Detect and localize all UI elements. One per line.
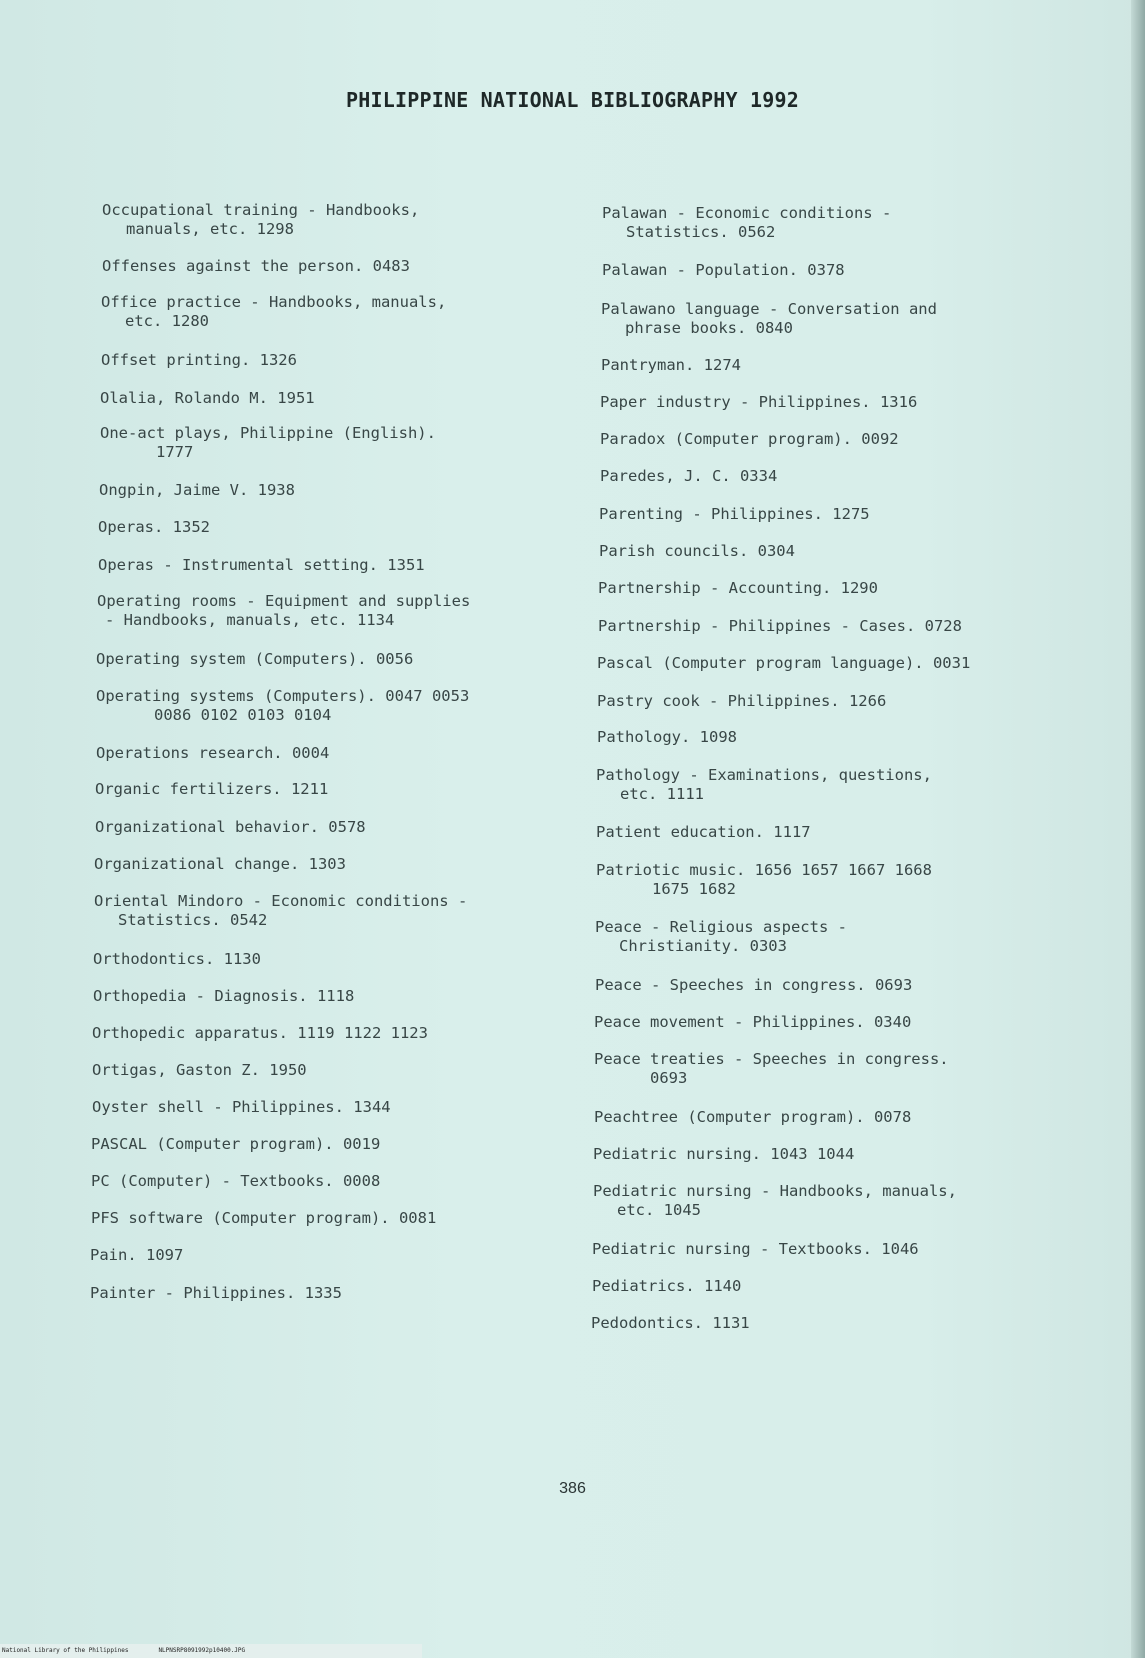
index-entry: Operating system (Computers). 0056 xyxy=(96,650,414,668)
page-title: PHILIPPINE NATIONAL BIBLIOGRAPHY 1992 xyxy=(346,88,799,112)
index-entry: Oriental Mindoro - Economic conditions - Statistics. 0542 xyxy=(94,892,468,929)
index-entry: Pediatrics. 1140 xyxy=(592,1277,742,1295)
index-entry: Office practice - Handbooks, manuals, etc. 1280 xyxy=(101,293,447,330)
index-entry: Paredes, J. C. 0334 xyxy=(600,467,778,485)
index-entry: Pain. 1097 xyxy=(90,1246,184,1264)
index-entry: Offset printing. 1326 xyxy=(101,351,297,369)
index-entry: Pantryman. 1274 xyxy=(601,356,741,374)
index-entry: Olalia, Rolando M. 1951 xyxy=(100,389,315,407)
index-entry: Ortigas, Gaston Z. 1950 xyxy=(92,1061,307,1079)
index-entry: Organizational change. 1303 xyxy=(94,855,346,873)
index-entry: Patient education. 1117 xyxy=(596,823,811,841)
index-entry: Palawan - Economic conditions - Statistics. 0562 xyxy=(602,204,892,241)
footer-file: NLPNSRP8091992p10400.JPG xyxy=(158,1647,246,1654)
page-edge xyxy=(1131,0,1145,1658)
index-entry: PFS software (Computer program). 0081 xyxy=(91,1209,437,1227)
index-entry: Operas - Instrumental setting. 1351 xyxy=(98,556,425,574)
index-entry: Orthopedia - Diagnosis. 1118 xyxy=(93,987,355,1005)
footer xyxy=(0,1644,422,1658)
index-entry: Operations research. 0004 xyxy=(96,744,330,762)
index-entry: Operating rooms - Equipment and supplies - Handbooks, manuals, etc. 1134 xyxy=(97,592,471,629)
index-entry: Patriotic music. 1656 1657 1667 1668 1675 1682 xyxy=(596,861,932,898)
page-number: 386 xyxy=(559,1480,586,1497)
index-entry: Palawano language - Conversation and phrase books. 0840 xyxy=(601,300,937,337)
index-entry: Peace - Religious aspects - Christianity. 0303 xyxy=(595,918,847,955)
index-entry: Operas. 1352 xyxy=(98,518,210,536)
index-entry: Parish councils. 0304 xyxy=(599,542,795,560)
index-entry: Occupational training - Handbooks, manuals, etc. 1298 xyxy=(102,201,420,238)
index-entry: Peace treaties - Speeches in congress. 0693 xyxy=(594,1050,949,1087)
index-entry: Organizational behavior. 0578 xyxy=(95,818,366,836)
index-entry: PASCAL (Computer program). 0019 xyxy=(91,1135,381,1153)
index-entry: Organic fertilizers. 1211 xyxy=(95,780,329,798)
index-entry: PC (Computer) - Textbooks. 0008 xyxy=(91,1172,381,1190)
index-entry: Offenses against the person. 0483 xyxy=(102,257,410,275)
index-entry: Peace - Speeches in congress. 0693 xyxy=(595,976,913,994)
index-entry: Pascal (Computer program language). 0031 xyxy=(597,654,971,672)
index-entry: Orthopedic apparatus. 1119 1122 1123 xyxy=(92,1024,428,1042)
index-entry: Orthodontics. 1130 xyxy=(93,950,261,968)
index-entry: Paper industry - Philippines. 1316 xyxy=(600,393,918,411)
index-entry: Pediatric nursing. 1043 1044 xyxy=(593,1145,855,1163)
footer-library: National Library of the Philippines xyxy=(2,1647,129,1654)
index-entry: Partnership - Philippines - Cases. 0728 xyxy=(598,617,962,635)
index-entry: Pedodontics. 1131 xyxy=(591,1314,750,1332)
index-entry: Operating systems (Computers). 0047 0053 0086 0102 0103 0104 xyxy=(96,687,470,724)
index-entry: Painter - Philippines. 1335 xyxy=(90,1284,342,1302)
index-entry: One-act plays, Philippine (English). 1777 xyxy=(100,424,436,461)
index-entry: Oyster shell - Philippines. 1344 xyxy=(92,1098,391,1116)
index-entry: Pediatric nursing - Textbooks. 1046 xyxy=(592,1240,919,1258)
index-entry: Palawan - Population. 0378 xyxy=(602,261,845,279)
index-entry: Pathology - Examinations, questions, etc. 1111 xyxy=(596,766,932,803)
index-entry: Partnership - Accounting. 1290 xyxy=(598,579,878,597)
index-entry: Pastry cook - Philippines. 1266 xyxy=(597,692,887,710)
index-entry: Paradox (Computer program). 0092 xyxy=(600,430,899,448)
index-entry: Parenting - Philippines. 1275 xyxy=(599,505,870,523)
index-entry: Ongpin, Jaime V. 1938 xyxy=(99,481,295,499)
index-entry: Peachtree (Computer program). 0078 xyxy=(594,1108,912,1126)
index-entry: Pathology. 1098 xyxy=(597,728,737,746)
index-entry: Pediatric nursing - Handbooks, manuals, etc. 1045 xyxy=(593,1182,957,1219)
index-entry: Peace movement - Philippines. 0340 xyxy=(594,1013,912,1031)
